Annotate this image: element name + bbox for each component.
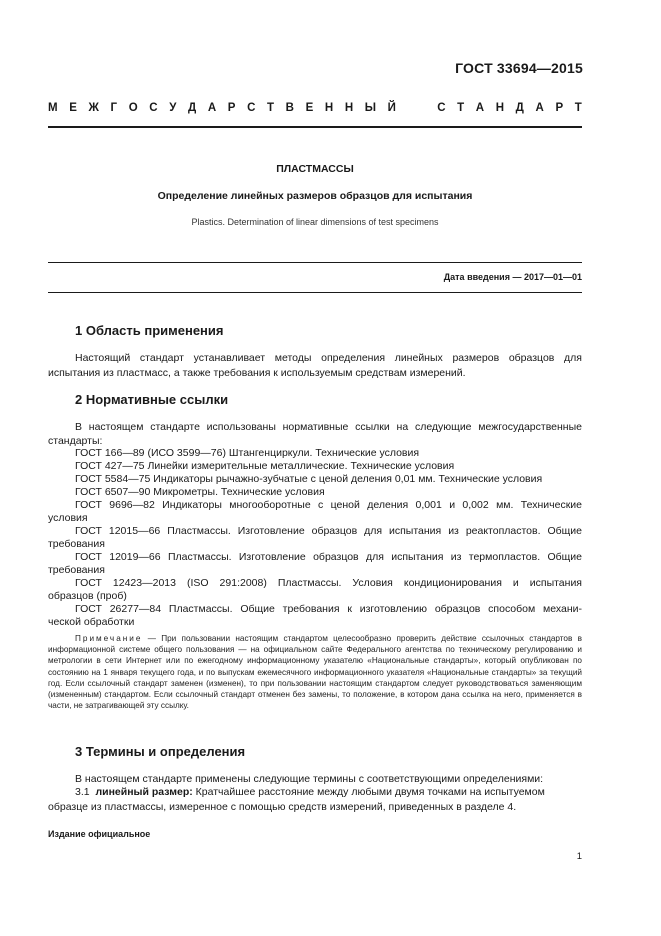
page-number: 1	[576, 851, 582, 862]
standard-kind-letter: Ж	[88, 102, 99, 114]
standard-kind-letter: Р	[227, 102, 236, 114]
document-title-english: Plastics. Determination of linear dimensions of test specimens	[191, 217, 439, 227]
reference-item: ГОСТ 427—75 Линейки измерительные металлические. Технические условия	[75, 460, 455, 472]
section-2-heading: 2 Нормативные ссылки	[75, 392, 229, 407]
date-rule	[48, 292, 582, 293]
document-title: ПЛАСТМАССЫ	[276, 163, 354, 175]
standard-number: ГОСТ 33694—2015	[455, 60, 583, 76]
reference-item: ГОСТ 6507—90 Микрометры. Технические условия	[75, 486, 325, 498]
definition-text: Кратчайшее расстояние между любыми двумя точками на испытуемом	[192, 786, 545, 798]
section-1-text: испытания из пластмасс, а также требования к используемым средствам измерений.	[48, 367, 466, 379]
standard-kind-letter: Т	[457, 102, 465, 114]
standard-kind-letter: Ы	[364, 102, 377, 114]
standard-kind-letter: Й	[387, 102, 396, 114]
term-definition	[75, 786, 582, 798]
standard-kind-letter: Г	[110, 102, 118, 114]
reference-item: ГОСТ 166—89 (ИСО 3599—76) Штангенциркули. Технические условия	[75, 447, 420, 459]
document-subtitle: Определение линейных размеров образцов для испытания	[157, 190, 473, 202]
standard-kind-letter: А	[535, 102, 544, 114]
note-label: Примечание	[75, 634, 143, 643]
standard-kind-letter: В	[285, 102, 294, 114]
section-3-intro: В настоящем стандарте применены следующие термины с соответствующими определениями:	[75, 773, 544, 785]
standard-kind-letter: А	[475, 102, 485, 114]
note-text: — При пользовании настоящим стандартом целесообразно проверить действие ссылочных стандартов в информационной системе общего пользования — на официальном сайте Федерального агентства по техническому регулированию и метрологии в сети Интернет или по ежегодному информационному указателю «Национальные стандарты», который опубликован по состоянию на 1 января текущего года, и по выпускам ежемесячного информационного указателя «Национальные стандарты» за текущий год. Если ссылочный стандарт заменен (изменен), то при пользовании настоящим стандартом следует руководствоваться заменяющим (измененным) стандартом. Если ссылочный стандарт отменен без замены, то положение, в котором дана ссылка на него, применяется в части, не затрагивающей эту ссылку.	[48, 634, 582, 711]
standard-kind-letter: А	[207, 102, 217, 114]
reference-item: ГОСТ 12015—66 Пластмассы. Изготовление образцов для испытания из реактопластов. Общие	[75, 525, 582, 537]
standard-kind-letter: Д	[515, 102, 524, 114]
reference-item: ГОСТ 5584—75 Индикаторы рычажно-зубчатые с ценой деления 0,01 мм. Технические условия	[75, 473, 543, 485]
standard-kind-letter	[422, 102, 425, 114]
section-2-intro: стандарты:	[48, 435, 103, 447]
standard-kind-letter: М	[48, 102, 58, 114]
term-name: линейный размер:	[95, 786, 193, 798]
standard-kind-letter: С	[247, 102, 256, 114]
introduction-date: Дата введения — 2017—01—01	[443, 272, 582, 282]
standard-kind-letter: С	[149, 102, 158, 114]
references-note	[48, 633, 582, 711]
section-2-intro: В настоящем стандарте использованы нормативные ссылки на следующие межгосударственные	[75, 421, 582, 433]
reference-item-continued: требования	[48, 564, 105, 576]
standard-kind-letter: Т	[574, 102, 582, 114]
reference-item: ГОСТ 26277—84 Пластмассы. Общие требования к изготовлению образцов способом механи-	[75, 603, 582, 615]
reference-item: ГОСТ 12423—2013 (ISO 291:2008) Пластмассы. Условия кондиционирования и испытания	[75, 577, 582, 589]
reference-item-continued: образцов (проб)	[48, 590, 127, 602]
standard-kind-letter: Е	[305, 102, 314, 114]
reference-item: ГОСТ 9696—82 Индикаторы многооборотные с ценой деления 0,001 и 0,002 мм. Технические	[75, 499, 582, 511]
standard-kind-letter: О	[128, 102, 138, 114]
standard-kind-letter: Т	[267, 102, 275, 114]
reference-item-continued: требования	[48, 538, 105, 550]
standard-kind-title	[48, 102, 582, 114]
reference-item-continued: условия	[48, 512, 88, 524]
title-rule	[48, 262, 582, 263]
standard-kind-letter: Д	[188, 102, 197, 114]
section-1-heading: 1 Область применения	[75, 323, 224, 338]
header-rule	[48, 126, 582, 128]
standard-kind-letter	[408, 102, 411, 114]
term-definition-continued: образце из пластмассы, измеренное с помощью средств измерений, приведенных в разделе 4.	[48, 801, 517, 813]
section-3-heading: 3 Термины и определения	[75, 744, 246, 759]
reference-item-continued: ческой обработки	[48, 616, 135, 628]
standard-kind-letter: Н	[495, 102, 505, 114]
standard-kind-letter: Н	[324, 102, 334, 114]
standard-kind-letter: Р	[555, 102, 564, 114]
term-number: 3.1	[75, 786, 90, 798]
standard-kind-letter: У	[169, 102, 177, 114]
standard-kind-letter: С	[437, 102, 446, 114]
edition-label: Издание официальное	[48, 829, 151, 839]
standard-kind-letter: Н	[344, 102, 354, 114]
standard-kind-letter: Е	[69, 102, 77, 114]
reference-item: ГОСТ 12019—66 Пластмассы. Изготовление образцов для испытания из термопластов. Общие	[75, 551, 582, 563]
section-1-text: Настоящий стандарт устанавливает методы определения линейных размеров образцов для	[75, 352, 582, 364]
